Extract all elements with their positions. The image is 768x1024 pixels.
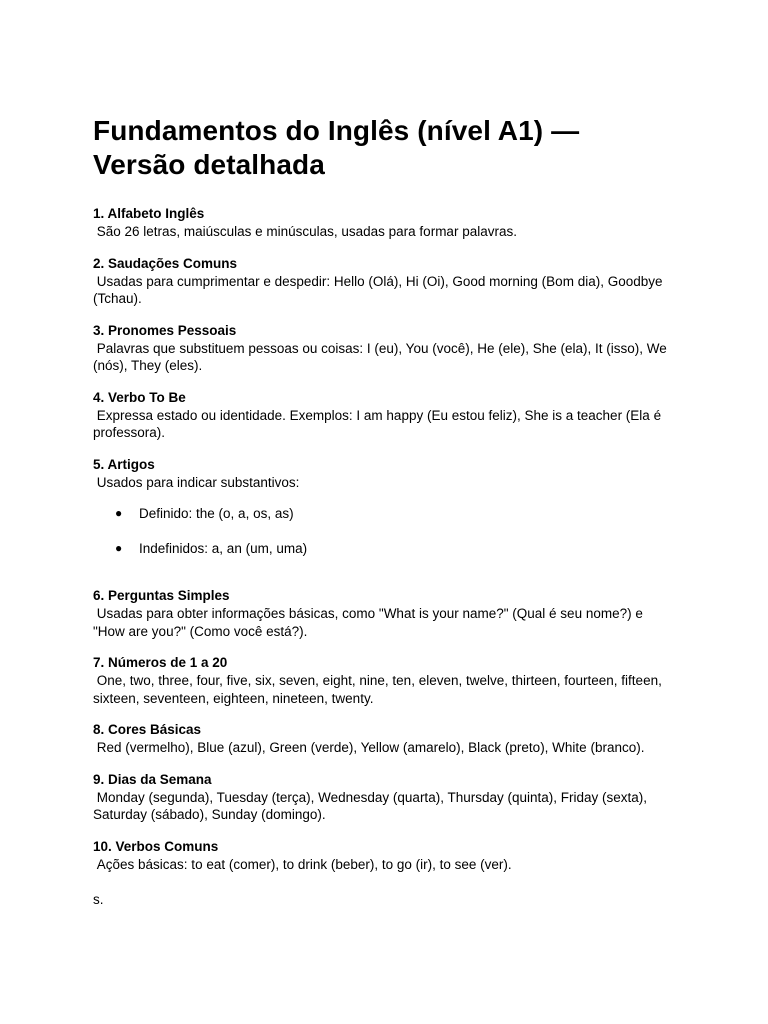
section-common-verbs [93, 838, 678, 874]
section-heading: 2. Saudações Comuns [93, 255, 238, 271]
section-pronouns [93, 322, 678, 375]
bullet-list [93, 505, 678, 557]
bullet-icon: ● [115, 506, 123, 520]
section-heading: 5. Artigos [93, 456, 155, 472]
trailing-text: s. [93, 892, 104, 907]
section-heading: 7. Números de 1 a 20 [93, 655, 228, 670]
section-simple-questions [93, 587, 678, 640]
document-title: Fundamentos do Inglês (nível A1) — Versão detalhada [93, 115, 580, 180]
section-articles [93, 456, 678, 558]
section-body: São 26 letras, maiúsculas e minúsculas, usadas para formar palavras. [93, 224, 517, 239]
list-item [115, 505, 678, 523]
section-heading: 9. Dias da Semana [93, 771, 212, 787]
section-heading: 10. Verbos Comuns [93, 838, 219, 854]
section-body: Red (vermelho), Blue (azul), Green (verde), Yellow (amarelo), Black (preto), White (branco). [93, 740, 645, 755]
section-heading: 8. Cores Básicas [93, 722, 202, 737]
section-numbers [93, 654, 678, 707]
section-body: One, two, three, four, five, six, seven, eight, nine, ten, eleven, twelve, thirteen, fourteen, fifteen, sixteen, seventeen, eighteen, nineteen, twenty. [93, 673, 666, 706]
section-body: Expressa estado ou identidade. Exemplos: I am happy (Eu estou feliz), She is a teacher (Ela é professora). [93, 407, 665, 440]
section-body: Ações básicas: to eat (comer), to drink (beber), to go (ir), to see (ver). [93, 856, 512, 872]
section-greetings [93, 255, 678, 308]
list-item-text: Definido: the (o, a, os, as) [139, 506, 294, 521]
section-heading: 6. Perguntas Simples [93, 588, 230, 603]
list-item-text: Indefinidos: a, an (um, uma) [139, 540, 308, 556]
section-heading: 4. Verbo To Be [93, 389, 186, 405]
section-colors [93, 721, 678, 757]
bullet-icon: ● [115, 540, 123, 555]
section-heading: 1. Alfabeto Inglês [93, 206, 205, 221]
section-body: Palavras que substituem pessoas ou coisas: I (eu), You (você), He (ele), She (ela), It (isso), We (nós), They (eles). [93, 340, 671, 373]
section-verb-to-be [93, 389, 678, 442]
list-item [115, 540, 678, 558]
section-body: Usadas para cumprimentar e despedir: Hello (Olá), Hi (Oi), Good morning (Bom dia), Goodbye (Tchau). [93, 273, 667, 306]
section-weekdays [93, 771, 678, 824]
section-heading: 3. Pronomes Pessoais [93, 322, 237, 338]
section-body: Usados para indicar substantivos: [93, 474, 300, 490]
section-body: Usadas para obter informações básicas, como "What is your name?" (Qual é seu nome?) e "How are you?" (Como você está?). [93, 606, 647, 639]
section-body: Monday (segunda), Tuesday (terça), Wednesday (quarta), Thursday (quinta), Friday (sexta), Saturday (sábado), Sunday (domingo). [93, 789, 651, 822]
section-alphabet [93, 205, 678, 241]
